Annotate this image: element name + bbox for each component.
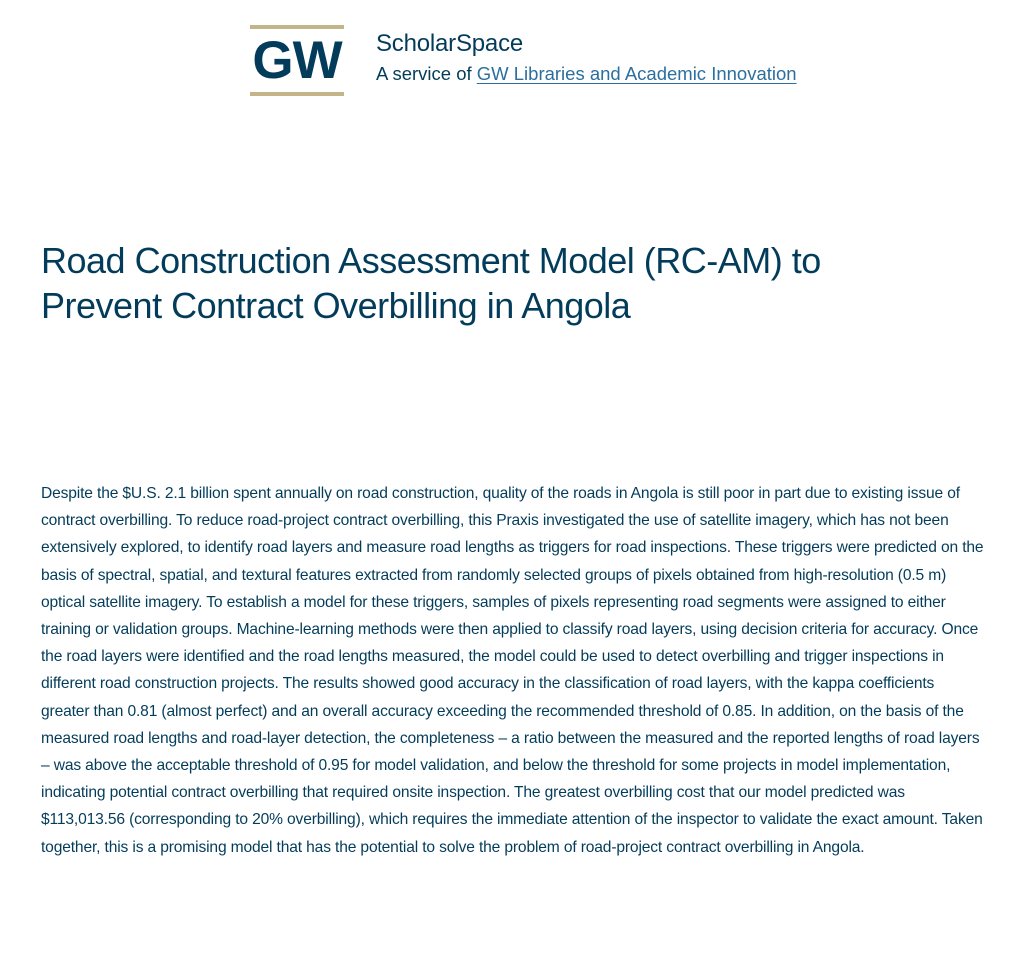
subtitle-prefix: A service of bbox=[376, 63, 477, 84]
logo-bottom-bar bbox=[250, 92, 344, 96]
document-title: Road Construction Assessment Model (RC-AM) to Prevent Contract Overbilling in Angola bbox=[41, 240, 821, 326]
libraries-link[interactable]: GW Libraries and Academic Innovation bbox=[476, 63, 797, 84]
logo-text: GW bbox=[252, 31, 342, 90]
brand-title[interactable]: ScholarSpace bbox=[376, 30, 524, 57]
brand-block bbox=[376, 25, 797, 87]
gw-logo[interactable] bbox=[250, 25, 344, 96]
abstract-text: Despite the $U.S. 2.1 billion spent annually on road construction, quality of the roads in Angola is still poor in part due to existing issue of contract overbilling. To reduce road-project contract overbilling, this Praxis investigated the use of satellite imagery, which has not been extensively explored, to identify road layers and measure road lengths as triggers for road inspections. These triggers were predicted on the basis of spectral, spatial, and textural features extracted from randomly selected groups of pixels obtained from high-resolution (0.5 m) optical satellite imagery. To establish a model for these triggers, samples of pixels representing road segments were assigned to either training or validation groups. Machine-learning methods were then applied to classify road layers, using decision criteria for accuracy. Once the road layers were identified and the road lengths measured, the model could be used to detect overbilling and trigger inspections in different road construction projects. The results showed good accuracy in the classification of road layers, with the kappa coefficients greater than 0.81 (almost perfect) and an overall accuracy exceeding the recommended threshold of 0.85. In addition, on the basis of the measured road lengths and road-layer detection, the completeness – a ratio between the measured and the reported lengths of road layers – was above the acceptable threshold of 0.95 for model validation, and below the threshold for some projects in model implementation, indicating potential contract overbilling that required onsite inspection. The greatest overbilling cost that our model predicted was $113,013.56 (corresponding to 20% overbilling), which requires the immediate attention of the inspector to validate the exact amount. Taken together, this is a promising model that has the potential to solve the problem of road-project contract overbilling in Angola. bbox=[41, 485, 984, 856]
brand-subtitle bbox=[376, 61, 797, 87]
site-header bbox=[250, 25, 797, 97]
logo-top-bar bbox=[250, 25, 344, 29]
